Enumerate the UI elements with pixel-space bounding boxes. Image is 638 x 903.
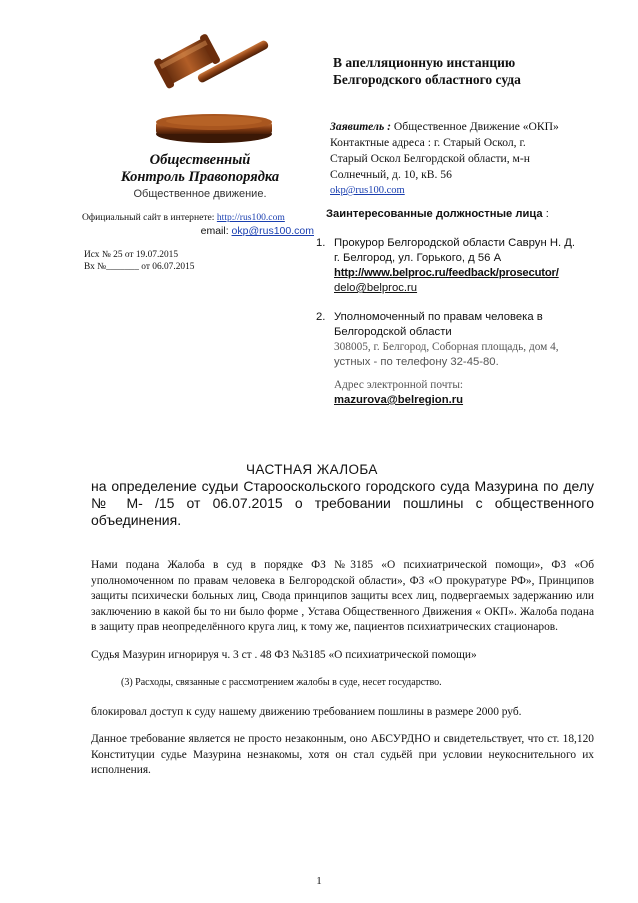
email-label: email: [200,225,232,237]
party-2-line4: устных - по телефону 32-45-80. [334,356,499,368]
org-name-line1: Общественный [149,152,251,168]
party-2-num: 2. [316,311,326,323]
paragraph-4: Данное требование является не просто незаконным, оно АБСУРДНО и свидетельствует, что ст. 18,120 Конституции судье Мазурина незнакомы, хотя он стал судьёй при условии неукоснительного их исполнения. [91,733,594,776]
party-2-line3: 308005, г. Белгород, Соборная площадь, дом 4, [334,341,559,353]
party-2 [316,310,626,408]
party-1-line1: Прокурор Белгородской области Саврун Н. Д. [334,237,576,249]
party-2-email[interactable]: mazurova@belregion.ru [334,394,464,406]
party-2-email-label: Адрес электронной почты: [334,379,464,391]
complaint-subject: на определение судьи Старооскольского городского суда Мазурина по делу № М- /15 от 06.07.2015 о требовании пошлины с общественного объединения. [91,478,594,528]
party-1-email[interactable]: delo@belproc.ru [334,282,418,294]
party-1-num: 1. [316,237,326,249]
applicant-email[interactable]: okp@rus100.com [330,185,405,196]
applicant-name: Общественное Движение «ОКП» [391,120,559,133]
org-type: Общественное движение. [133,188,267,200]
law-quote: (3) Расходы, связанные с рассмотрением жалобы в суде, несет государство. [121,677,442,688]
site-label: Официальный сайт в интернете: [82,212,217,223]
site-line [82,212,314,223]
applicant-block [330,119,620,199]
document-title: ЧАСТНАЯ ЖАЛОБА [246,462,378,477]
applicant-line2: Контактные адреса : г. Старый Оскол, г. [330,136,526,149]
party-1-line2: г. Белгород, ул. Горького, д 56 А [334,252,502,264]
applicant-line4: Солнечный, д. 10, кВ. 56 [330,168,452,181]
email-line [82,225,314,237]
applicant-line3: Старый Оскол Белгордской области, м-н [330,152,530,165]
party-1 [316,236,626,296]
addressee-line1: В апелляционную инстанцию [333,55,516,70]
party-1-url[interactable]: http://www.belproc.ru/feedback/prosecutor/ [334,267,559,279]
org-name [100,152,300,186]
paragraph-3: блокировал доступ к суду нашему движению требованием пошлины в размере 2000 руб. [91,705,522,718]
paragraph-2: Судья Мазурин игнорируя ч. 3 ст . 48 ФЗ №3185 «О психиатрической помощи» [91,648,477,661]
interested-heading-suffix: : [542,208,549,220]
site-link[interactable]: http://rus100.com [216,212,285,223]
applicant-label: Заявитель : [330,120,392,133]
incoming-ref: Вх №_______ от 06.07.2015 [84,262,195,272]
party-2-line2: Белгородской области [334,326,452,338]
outgoing-ref: Исх № 25 от 19.07.2015 [84,250,179,260]
org-name-line2: Контроль Правопорядка [120,169,280,185]
interested-heading-text: Заинтересованные должностные лица [326,208,543,220]
interested-heading [326,208,549,220]
page-number: 1 [316,875,322,887]
email-link[interactable]: okp@rus100.com [231,225,314,237]
gavel-icon [148,18,278,146]
complaint-body [91,558,594,779]
party-2-line1: Уполномоченный по правам человека в [334,311,543,323]
paragraph-1: Нами подана Жалоба в суд в порядке ФЗ №3185 «О психиатрической помощи», ФЗ «Об уполномоченном по правам человека в Белгородской области», ФЗ «О прокуратуре РФ», Принципов защиты психически больных лиц, Свода принципов защиты всех лиц, подвергаемых задержанию или заключению в какой бы то ни было форме , Устава Общественного Движения « ОКП». Жалоба подана в защиту прав неопределённого круга лиц, к тому же, пациентов психиатрических стационаров. [91,559,594,633]
addressee-line2: Белгородского областного суда [333,72,521,87]
